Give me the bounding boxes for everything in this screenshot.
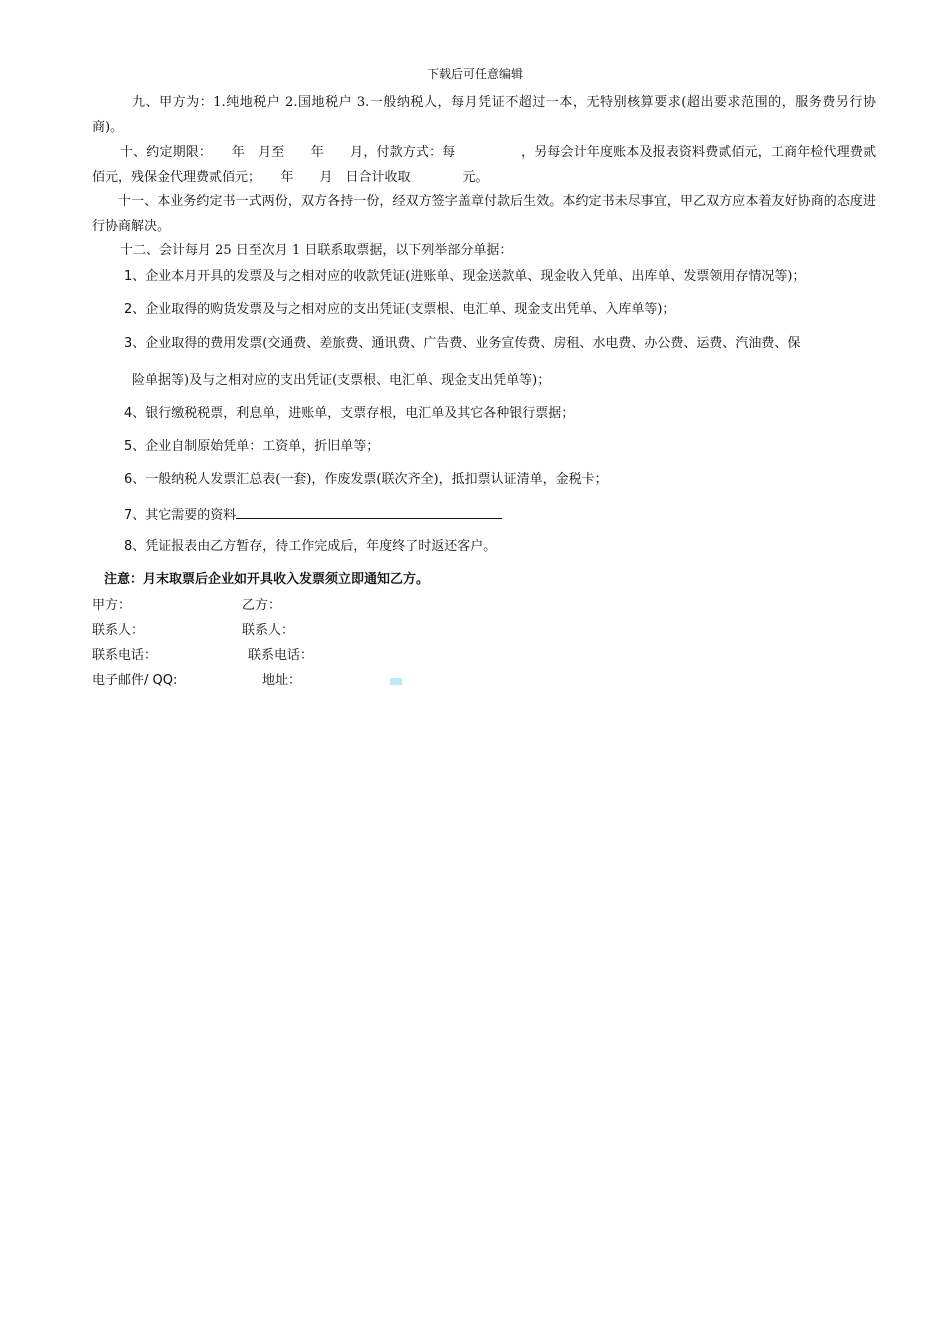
list-item-text: 、企业取得的费用发票(交通费、差旅费、通讯费、广告费、业务宣传费、房租、水电费、办公费、运费、汽油费、保 [132,336,801,351]
fill-in-blank [236,504,502,519]
list-item-5 [124,437,379,457]
list-item-number: 5 [124,439,133,454]
phone-a-label: 联系电话： [92,648,158,663]
highlight-marker [390,678,402,685]
clause-11: 十一、本业务约定书一式两份，双方各持一份，经双方签字盖章付款后生效。本约定书未尽事宜，甲乙双方应本着友好协商的态度进行协商解决。 [92,194,876,234]
clause-9: 九、甲方为：1.纯地税户 2.国地税户 3.一般纳税人，每月凭证不超过一本，无特别核算要求(超出要求范围的，服务费另行协商)。 [92,95,876,135]
list-item-text: 、一般纳税人发票汇总表(一套)，作废发票(联次齐全)，抵扣票认证清单，金税卡； [132,472,608,487]
list-item-4 [124,404,574,424]
contact-b-label: 联系人： [242,623,295,638]
list-item-number: 2 [124,302,133,317]
list-item-1 [124,267,805,287]
list-item-text: 、企业自制原始凭单：工资单，折旧单等； [132,439,380,454]
list-item-number: 1 [124,269,133,284]
notice-text: 注意：月末取票后企业如开具收入发票须立即通知乙方。 [104,572,430,587]
list-item-text: 、企业取得的购货发票及与之相对应的支出凭证(支票根、电汇单、现金支出凭单、入库单等)； [132,302,676,317]
list-item-number: 7 [124,508,133,523]
list-item-text: 、企业本月开具的发票及与之相对应的收款凭证(进账单、现金送款单、现金收入凭单、出库单、发票领用存情况等)； [132,269,806,284]
list-item-text: 、其它需要的资料 [132,508,237,523]
party-b-label: 乙方： [242,598,282,613]
list-item-3 [124,334,800,354]
list-item-2 [124,300,675,320]
clause-10: 十、约定期限： 年 月至 年 月，付款方式：每 ，另每会计年度账本及报表资料费贰佰元，工商年检代理费贰佰元，残保金代理费贰佰元； 年 月 日合计收取 元。 [92,145,876,185]
address-label: 地址： [262,673,302,688]
list-item-7 [124,504,502,526]
list-item-3-continued: 险单据等)及与之相对应的支出凭证(支票根、电汇单、现金支出凭单等)； [132,373,551,388]
phone-b-label: 联系电话： [248,648,314,663]
party-a-label: 甲方： [92,598,132,613]
email-qq-label: 电子邮件/ QQ: [92,673,178,688]
contact-a-label: 联系人： [92,623,145,638]
list-item-number: 4 [124,406,133,421]
list-item-6 [124,470,608,490]
page-header: 下载后可任意编辑 [426,67,523,81]
list-item-number: 3 [124,336,133,351]
list-item-text: 、银行缴税税票，利息单，进账单，支票存根，电汇单及其它各种银行票据； [132,406,575,421]
list-item-number: 6 [124,472,133,487]
list-item-number: 8 [124,539,133,554]
list-item-8 [124,537,496,557]
list-item-text: 、凭证报表由乙方暂存，待工作完成后，年度终了时返还客户。 [132,539,497,554]
clause-12: 十二、会计每月 25 日至次月 1 日联系取票据，以下列举部分单据： [120,243,513,258]
